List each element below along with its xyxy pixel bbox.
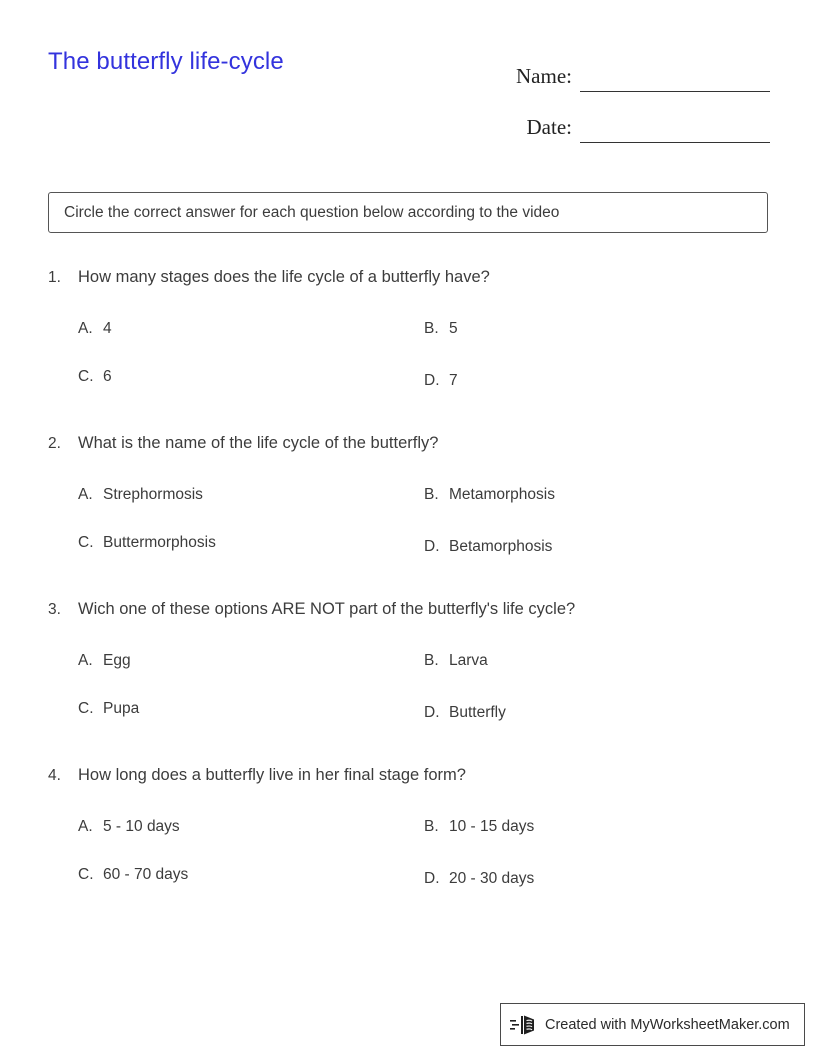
page-title: The butterfly life-cycle [48,48,284,75]
answer-option-d[interactable] [424,538,552,556]
date-field-row [470,103,770,143]
option-letter: B. [424,818,439,835]
option-text: Strephormosis [103,486,203,503]
date-field-label: Date: [526,115,572,139]
option-text: 20 - 30 days [449,870,535,887]
answer-option-d[interactable] [424,372,458,390]
answer-option-c[interactable] [78,700,139,718]
option-letter: A. [78,818,93,835]
option-text: 60 - 70 days [103,866,189,883]
option-letter: C. [78,700,94,717]
option-letter: B. [424,320,439,337]
student-info-fields [470,52,770,154]
question-text: Wich one of these options ARE NOT part of the butterfly's life cycle? [78,600,576,618]
question-block [0,600,816,766]
option-text: 4 [103,320,112,337]
answer-option-b[interactable] [424,652,488,670]
answer-option-a[interactable] [78,486,203,504]
option-text: Buttermorphosis [103,534,216,551]
worksheet-maker-logo-icon [510,1013,540,1037]
answer-option-a[interactable] [78,652,131,670]
option-letter: D. [424,870,440,887]
option-letter: B. [424,652,439,669]
date-field-line[interactable] [580,116,770,143]
answer-option-d[interactable] [424,704,506,722]
instruction-text: Circle the correct answer for each question below according to the video [64,203,560,221]
option-letter: B. [424,486,439,503]
created-with-badge[interactable] [500,1003,805,1046]
option-text: Butterfly [449,704,506,721]
option-letter: A. [78,652,93,669]
question-text: What is the name of the life cycle of the butterfly? [78,434,439,452]
option-text: Betamorphosis [449,538,553,555]
question-number: 4. [48,767,61,784]
answer-option-b[interactable] [424,818,534,836]
question-text: How many stages does the life cycle of a butterfly have? [78,268,490,286]
option-letter: C. [78,534,94,551]
option-text: 5 [449,320,458,337]
answer-option-c[interactable] [78,534,216,552]
question-block [0,766,816,932]
option-text: Larva [449,652,488,669]
option-letter: C. [78,368,94,385]
option-text: 7 [449,372,458,389]
answer-option-a[interactable] [78,818,180,836]
question-number: 3. [48,601,61,618]
created-with-label: Created with MyWorksheetMaker.com [545,1016,790,1033]
question-block [0,268,816,434]
answer-option-c[interactable] [78,866,188,884]
name-field-label: Name: [516,64,572,88]
answer-option-c[interactable] [78,368,112,386]
answer-option-d[interactable] [424,870,534,888]
question-number: 2. [48,435,61,452]
option-text: Pupa [103,700,140,717]
question-block [0,434,816,600]
question-text: How long does a butterfly live in her final stage form? [78,766,466,784]
name-field-line[interactable] [580,65,770,92]
answer-option-a[interactable] [78,320,112,338]
option-text: 5 - 10 days [103,818,180,835]
option-letter: D. [424,538,440,555]
questions-list [0,268,816,932]
question-heading [0,268,816,298]
option-letter: D. [424,704,440,721]
option-text: 10 - 15 days [449,818,535,835]
option-text: 6 [103,368,112,385]
answer-option-b[interactable] [424,486,555,504]
option-letter: D. [424,372,440,389]
option-text: Metamorphosis [449,486,555,503]
option-letter: A. [78,486,93,503]
option-letter: A. [78,320,93,337]
instruction-box [48,192,768,233]
question-heading [0,434,816,464]
answer-option-b[interactable] [424,320,458,338]
option-letter: C. [78,866,94,883]
question-heading [0,600,816,630]
option-text: Egg [103,652,131,669]
question-heading [0,766,816,796]
question-number: 1. [48,269,61,286]
name-field-row [470,52,770,92]
